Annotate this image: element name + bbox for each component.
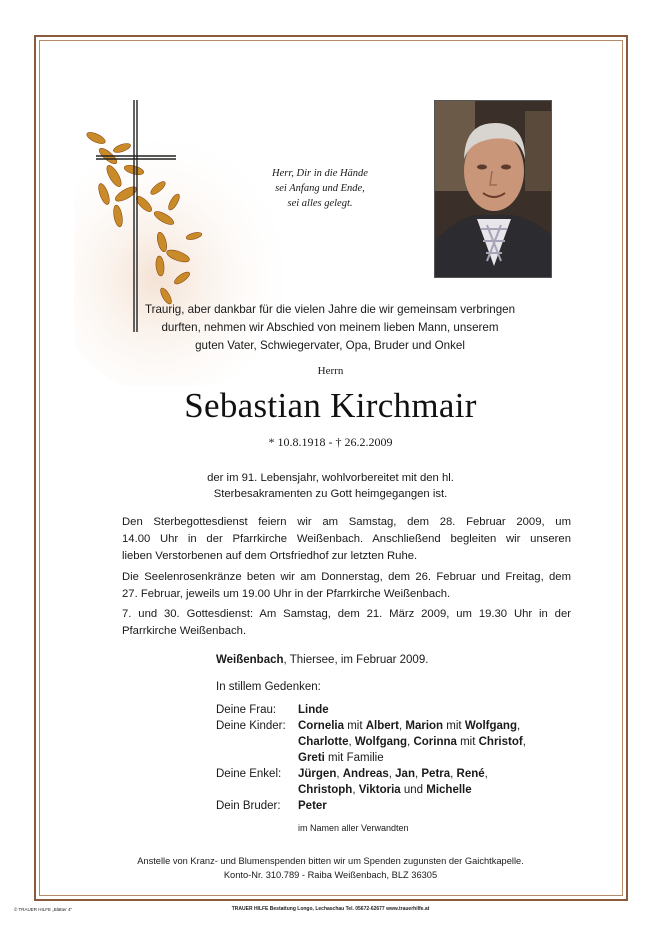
family-connector: , — [388, 768, 396, 780]
donation-line: Anstelle von Kranz- und Blumenspenden bitten wir um Spenden zugunsten der Gaichtkapelle. — [137, 856, 524, 866]
life-statement — [0, 470, 661, 502]
family-name: Charlotte — [298, 736, 349, 748]
relatives-note: im Namen aller Verwandten — [298, 823, 409, 833]
family-connector: mit — [344, 720, 366, 732]
family-row-wife — [216, 702, 526, 718]
family-list — [216, 702, 526, 814]
rosary-line: Die Seelenrosenkränze beten wir am Donnerstag, dem 26. Februar und Freitag, dem — [122, 571, 571, 583]
family-name: Wolfgang — [354, 736, 408, 748]
family-name: Michelle — [426, 784, 472, 796]
family-name: Wolfgang — [464, 720, 517, 732]
family-name: Peter — [298, 800, 327, 812]
motto-line: sei alles gelegt. — [287, 198, 353, 209]
rosary-line: 27. Februar, jeweils um 19.00 Uhr in der Pfarrkirche Weißenbach. — [122, 588, 451, 600]
intro-line: durften, nehmen wir Abschied von meinem lieben Mann, unserem — [161, 321, 499, 334]
funeral-line: Den Sterbegottesdienst feiern wir am Samstag, dem 28. Februar 2009, um — [122, 516, 571, 528]
family-connector: , — [522, 736, 526, 748]
funeral-line: lieben Verstorbenen auf dem Ortsfriedhof zur letzten Ruhe. — [122, 550, 418, 562]
intro-line: Traurig, aber dankbar für die vielen Jahre die wir gemeinsam verbringen — [144, 303, 516, 316]
family-name: Petra — [421, 768, 451, 780]
family-label: Deine Frau: — [216, 704, 277, 716]
motto-line: sei Anfang und Ende, — [275, 183, 365, 194]
family-name: Andreas — [342, 768, 389, 780]
family-connector: , — [398, 720, 406, 732]
portrait-image — [435, 101, 552, 278]
family-connector: und — [400, 784, 427, 796]
family-label: Dein Bruder: — [216, 800, 281, 812]
life-dates: * 10.8.1918 - † 26.2.2009 — [268, 435, 393, 449]
family-connector: , — [484, 768, 488, 780]
intro-text — [120, 301, 540, 355]
family-label: Deine Enkel: — [216, 768, 282, 780]
life-statement-line: Sterbesakramenten zu Gott heimgegangen ist. — [213, 488, 448, 500]
donation-note — [0, 854, 661, 882]
family-connector: , — [450, 768, 457, 780]
in-memory-heading: In stillem Gedenken: — [216, 681, 321, 693]
family-name: Cornelia — [298, 720, 345, 732]
funeral-line: 14.00 Uhr in der Pfarrkirche Weißenbach. Anschließend begleiten wir unseren — [122, 533, 571, 545]
family-connector: , — [352, 784, 359, 796]
salutation: Herrn — [317, 365, 344, 377]
family-label: Deine Kinder: — [216, 720, 286, 732]
family-connector: , — [407, 736, 414, 748]
motto-verse — [240, 166, 400, 211]
family-connector: mit — [443, 720, 465, 732]
family-name: René — [456, 768, 485, 780]
family-connector: mit — [456, 736, 479, 748]
life-statement-line: der im 91. Lebensjahr, wohlvorbereitet mit den hl. — [207, 472, 454, 484]
family-name: Greti — [298, 752, 325, 764]
place-rest: , Thiersee, im Februar 2009. — [283, 654, 429, 666]
family-connector: , — [336, 768, 343, 780]
mass-paragraph — [122, 606, 571, 640]
family-name: Jürgen — [298, 768, 337, 780]
motto-line: Herr, Dir in die Hände — [272, 168, 368, 179]
family-name: Linde — [298, 704, 329, 716]
family-connector: , — [516, 720, 521, 732]
family-name: Viktoria — [358, 784, 401, 796]
rosary-paragraph — [122, 569, 571, 603]
family-connector: , — [414, 768, 422, 780]
place-and-date — [216, 654, 428, 666]
family-row-grandchildren — [216, 766, 526, 798]
family-row-brother — [216, 798, 526, 814]
family-row-children — [216, 718, 526, 766]
family-name: Marion — [405, 720, 444, 732]
family-name: Jan — [395, 768, 415, 780]
family-name: Christof — [478, 736, 523, 748]
portrait-photo — [434, 100, 552, 278]
family-connector: , — [348, 736, 355, 748]
family-name: Corinna — [413, 736, 457, 748]
place-town: Weißenbach — [216, 654, 284, 666]
print-copyright: © TRAUER HILFE „Blätter 4" — [14, 907, 73, 912]
family-name: Christoph — [298, 784, 353, 796]
family-connector: mit Familie — [324, 752, 384, 764]
family-name: Albert — [365, 720, 399, 732]
intro-line: guten Vater, Schwiegervater, Opa, Bruder und Onkel — [195, 339, 465, 352]
printer-imprint: TRAUER HILFE Bestattung Longo, Lechaschau Tel. 05672-62677 www.trauerhilfe.at — [231, 906, 430, 912]
mass-line: Pfarrkirche Weißenbach. — [122, 625, 247, 637]
deceased-name: Sebastian Kirchmair — [184, 386, 477, 425]
donation-line: Konto-Nr. 310.789 - Raiba Weißenbach, BLZ 36305 — [223, 870, 438, 880]
funeral-paragraph — [122, 514, 571, 565]
mass-line: 7. und 30. Gottesdienst: Am Samstag, dem 21. März 2009, um 19.30 Uhr in der — [122, 608, 571, 620]
